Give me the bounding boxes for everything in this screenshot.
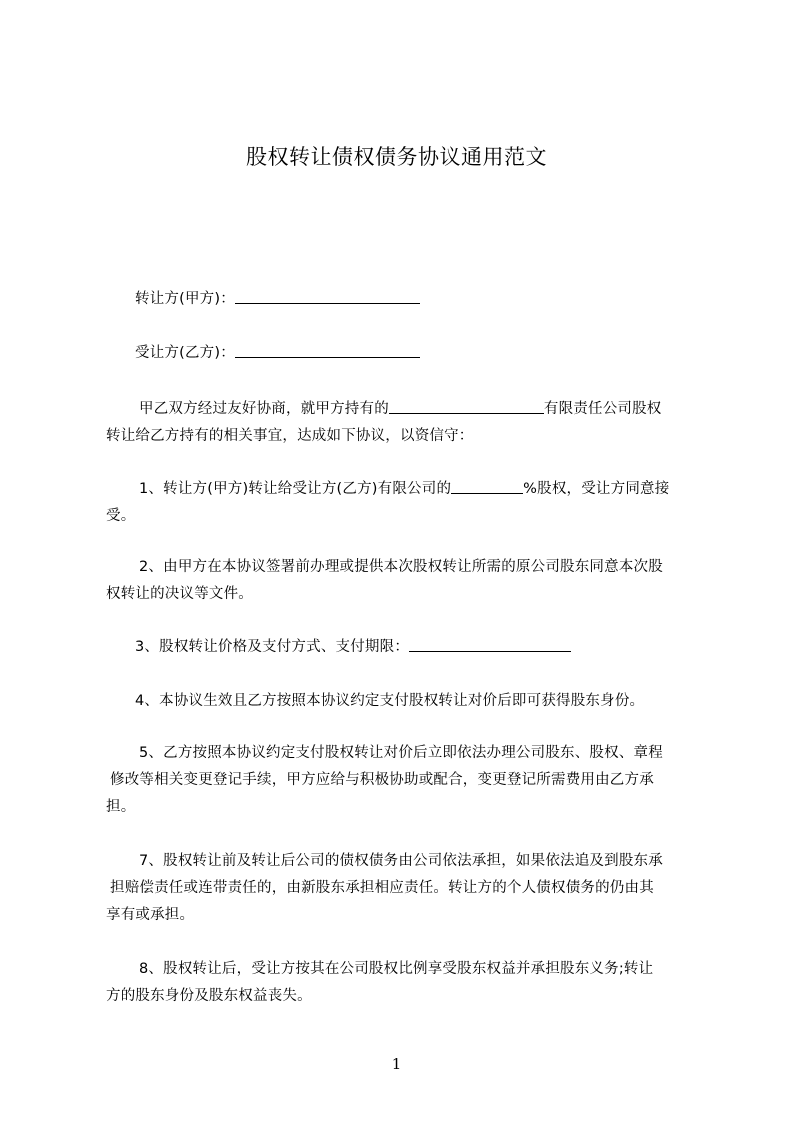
clause-2-line-1: 2、由甲方在本协议签署前办理或提供本次股权转让所需的原公司股东同意本次股 — [139, 559, 663, 575]
preamble-text-b: 有限责任公司股权 — [543, 401, 662, 417]
clause-5 — [106, 740, 712, 821]
clause-5-line-3: 担。 — [106, 799, 136, 815]
clause-7-line-1: 7、股权转让前及转让后公司的债权债务由公司依法承担，如果依法追及到股东承 — [139, 853, 663, 869]
transferor-field — [106, 286, 712, 313]
clause-7-line-3: 享有或承担。 — [106, 907, 195, 923]
share-percent-blank — [451, 479, 523, 494]
clause-2-line-2: 权转让的决议等文件。 — [106, 586, 253, 602]
clause-1-text-b: %股权，受让方同意接 — [523, 481, 670, 497]
transferor-blank — [235, 289, 420, 304]
clause-1-line-2: 受。 — [106, 508, 136, 524]
transferee-label: 受让方(乙方)： — [135, 345, 235, 361]
transferee-field — [106, 340, 712, 367]
clause-4-line-1: 4、本协议生效且乙方按照本协议约定支付股权转让对价后即可获得股东身份。 — [135, 693, 645, 709]
clause-5-line-2: 修改等相关变更登记手续，甲方应给与积极协助或配合，变更登记所需费用由乙方承 — [110, 772, 654, 788]
page-number: 1 — [391, 1055, 402, 1073]
clause-2 — [106, 554, 712, 608]
transferee-blank — [235, 343, 420, 358]
clause-1 — [106, 476, 712, 530]
clause-8 — [106, 956, 712, 1010]
clause-8-line-1: 8、股权转让后，受让方按其在公司股权比例享受股东权益并承担股东义务;转让 — [139, 961, 654, 977]
document-title: 股权转让债权债务协议通用范文 — [246, 145, 547, 169]
clause-8-line-2: 方的股东身份及股东权益丧失。 — [106, 988, 312, 1004]
transferor-label: 转让方(甲方)： — [135, 291, 235, 307]
preamble-line-2: 转让给乙方持有的相关事宜，达成如下协议，以资信守： — [106, 428, 474, 444]
clause-4 — [106, 688, 712, 715]
clause-1-text-a: 1、转让方(甲方)转让给受让方(乙方)有限公司的 — [139, 481, 452, 497]
preamble-paragraph — [106, 396, 712, 450]
clause-3-text: 3、股权转让价格及支付方式、支付期限： — [135, 639, 410, 655]
company-name-blank — [389, 399, 544, 414]
preamble-text-a: 甲乙双方经过友好协商，就甲方持有的 — [139, 401, 389, 417]
clause-7 — [106, 848, 712, 929]
payment-terms-blank — [409, 637, 571, 652]
clause-3 — [106, 634, 712, 661]
clause-7-line-2: 担赔偿责任或连带责任的，由新股东承担相应责任。转让方的个人债权债务的仍由其 — [110, 880, 654, 896]
clause-5-line-1: 5、乙方按照本协议约定支付股权转让对价后立即依法办理公司股东、股权、章程 — [139, 745, 663, 761]
